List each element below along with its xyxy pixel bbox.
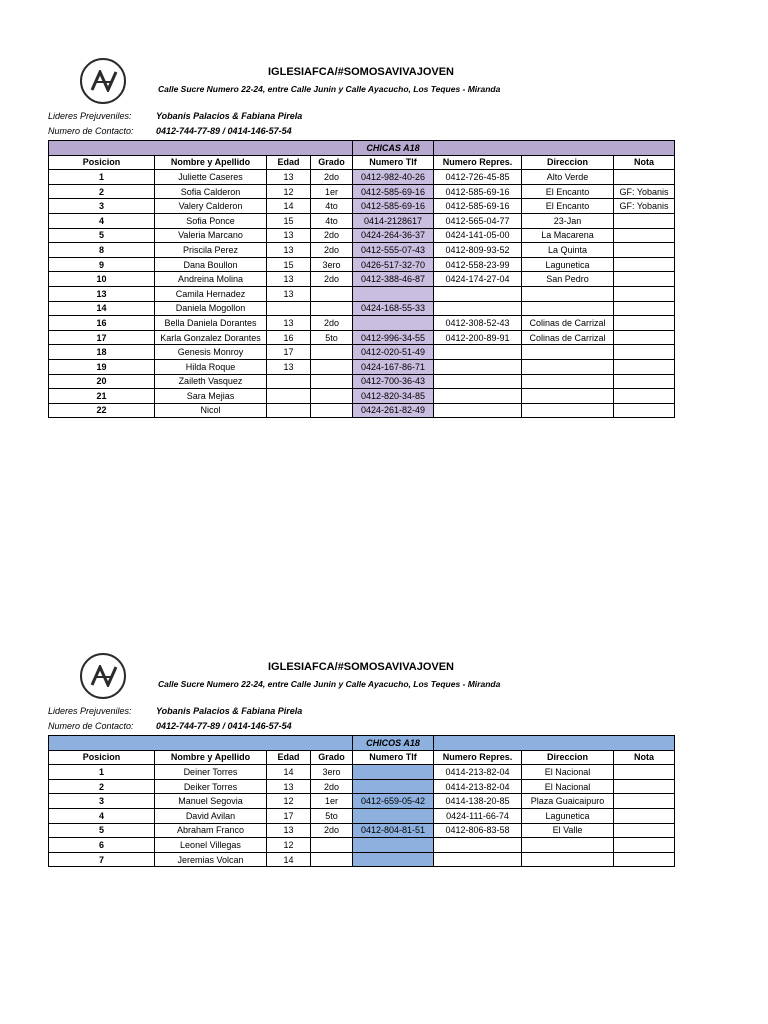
table-cell: [614, 765, 675, 780]
table-cell: [434, 301, 522, 316]
table-cell: [614, 257, 675, 272]
contact-line: [48, 126, 292, 136]
table-cell: 8: [49, 243, 155, 258]
column-header: Edad: [267, 155, 311, 170]
table-cell: 1: [49, 170, 155, 185]
table-cell: 0412-200-89-91: [434, 330, 522, 345]
table-cell: 0412-555-07-43: [353, 243, 434, 258]
table-cell: Dana Boullon: [155, 257, 267, 272]
table-cell: 17: [49, 330, 155, 345]
leaders-value: Yobanis Palacios & Fabiana Pirela: [156, 706, 303, 716]
table-row: [49, 170, 675, 185]
table-cell: 2do: [311, 170, 353, 185]
chicas-title: CHICAS A18: [353, 141, 434, 156]
table-cell: 10: [49, 272, 155, 287]
table-cell: [522, 359, 614, 374]
table-cell: [434, 852, 522, 867]
column-header: Nombre y Apellido: [155, 155, 267, 170]
table-cell: [311, 286, 353, 301]
table-cell: 0412-388-46-87: [353, 272, 434, 287]
table-cell: [614, 228, 675, 243]
table-cell: 0424-174-27-04: [434, 272, 522, 287]
table-cell: [353, 286, 434, 301]
table-cell: 2do: [311, 228, 353, 243]
table-cell: [614, 838, 675, 853]
table-cell: 0412-659-05-42: [353, 794, 434, 809]
table-cell: 0414-138-20-85: [434, 794, 522, 809]
table-cell: Hilda Roque: [155, 359, 267, 374]
table-row: [49, 272, 675, 287]
table-cell: 5: [49, 823, 155, 838]
table-cell: 9: [49, 257, 155, 272]
table-row: [49, 184, 675, 199]
table-row: [49, 808, 675, 823]
table-cell: [311, 389, 353, 404]
table-cell: 13: [267, 359, 311, 374]
chicas-table-body: [49, 141, 675, 418]
table-cell: [614, 852, 675, 867]
table-cell: [522, 403, 614, 418]
table-cell: 0424-141-05-00: [434, 228, 522, 243]
table-cell: Priscila Perez: [155, 243, 267, 258]
table-cell: Juliette Caseres: [155, 170, 267, 185]
table-cell: [311, 345, 353, 360]
table-cell: La Macarena: [522, 228, 614, 243]
table-cell: 1: [49, 765, 155, 780]
table-cell: 13: [267, 779, 311, 794]
column-header: Posicion: [49, 155, 155, 170]
column-header: Nota: [614, 750, 675, 765]
table-cell: [353, 316, 434, 331]
band-spacer: [434, 141, 675, 156]
column-header: Direccion: [522, 750, 614, 765]
table-cell: 6: [49, 838, 155, 853]
table-row: [49, 403, 675, 418]
table-cell: Leonel Villegas: [155, 838, 267, 853]
table-cell: [522, 838, 614, 853]
table-cell: Valery Calderon: [155, 199, 267, 214]
table-row: [49, 286, 675, 301]
table-row: [49, 257, 675, 272]
contact-label: Numero de Contacto:: [48, 126, 134, 136]
table-row: [49, 765, 675, 780]
table-cell: 3ero: [311, 765, 353, 780]
table-cell: [522, 389, 614, 404]
table-cell: [434, 286, 522, 301]
table-cell: 2do: [311, 243, 353, 258]
table-cell: [614, 823, 675, 838]
table-cell: 0424-264-36-37: [353, 228, 434, 243]
table-cell: [311, 301, 353, 316]
table-cell: 0412-820-34-85: [353, 389, 434, 404]
table-row: [49, 374, 675, 389]
chicos-table-body: [49, 736, 675, 867]
table-cell: 0424-111-66-74: [434, 808, 522, 823]
table-row: [49, 301, 675, 316]
table-cell: La Quinta: [522, 243, 614, 258]
table-cell: 0424-261-82-49: [353, 403, 434, 418]
table-cell: San Pedro: [522, 272, 614, 287]
table-row: [49, 213, 675, 228]
table-cell: [614, 316, 675, 331]
table-cell: 22: [49, 403, 155, 418]
table-cell: 0412-308-52-43: [434, 316, 522, 331]
table-cell: [311, 359, 353, 374]
table-cell: Manuel Segovia: [155, 794, 267, 809]
table-cell: 17: [267, 808, 311, 823]
column-header: Direccion: [522, 155, 614, 170]
table-row: [49, 779, 675, 794]
table-cell: 3: [49, 794, 155, 809]
leaders-label: Lideres Prejuveniles:: [48, 111, 132, 121]
table-cell: [311, 838, 353, 853]
table-cell: Abraham Franco: [155, 823, 267, 838]
table-cell: El Encanto: [522, 199, 614, 214]
table-cell: Alto Verde: [522, 170, 614, 185]
table-cell: 2do: [311, 316, 353, 331]
table-cell: 0424-168-55-33: [353, 301, 434, 316]
table-cell: Bella Daniela Dorantes: [155, 316, 267, 331]
table-cell: 0426-517-32-70: [353, 257, 434, 272]
table-cell: [614, 359, 675, 374]
table-cell: 13: [267, 243, 311, 258]
table-cell: 12: [267, 838, 311, 853]
table-cell: Deiner Torres: [155, 765, 267, 780]
church-title: IGLESIAFCA/#SOMOSAVIVAJOVEN: [267, 66, 454, 78]
table-cell: 4to: [311, 213, 353, 228]
table-cell: Andreina Molina: [155, 272, 267, 287]
band-spacer: [434, 736, 675, 751]
table-cell: [267, 374, 311, 389]
table-cell: 19: [49, 359, 155, 374]
table-cell: [614, 374, 675, 389]
table-cell: 12: [267, 794, 311, 809]
table-cell: [311, 374, 353, 389]
table-cell: 5to: [311, 330, 353, 345]
table-cell: 16: [49, 316, 155, 331]
table-cell: GF: Yobanis: [614, 199, 675, 214]
table-cell: 0412-996-34-55: [353, 330, 434, 345]
table-cell: [614, 389, 675, 404]
table-cell: Zaileth Vasquez: [155, 374, 267, 389]
table-cell: 3ero: [311, 257, 353, 272]
leaders-line: [48, 111, 302, 121]
table-cell: 18: [49, 345, 155, 360]
table-cell: Daniela Mogollon: [155, 301, 267, 316]
table-cell: 0424-167-86-71: [353, 359, 434, 374]
table-cell: 0412-809-93-52: [434, 243, 522, 258]
table-cell: 0412-982-40-26: [353, 170, 434, 185]
column-header: Grado: [311, 155, 353, 170]
column-header: Grado: [311, 750, 353, 765]
table-cell: 13: [267, 316, 311, 331]
table-cell: Plaza Guaicaipuro: [522, 794, 614, 809]
table-cell: 0412-558-23-99: [434, 257, 522, 272]
contact-label: Numero de Contacto:: [48, 721, 134, 731]
table-cell: 2: [49, 184, 155, 199]
chicos-title-row: [49, 736, 675, 751]
table-row: [49, 389, 675, 404]
table-cell: Karla Gonzalez Dorantes: [155, 330, 267, 345]
table-cell: 13: [267, 823, 311, 838]
column-header: Posicion: [49, 750, 155, 765]
table-cell: 2do: [311, 272, 353, 287]
table-cell: Valeria Marcano: [155, 228, 267, 243]
table-cell: 2do: [311, 823, 353, 838]
table-cell: 2: [49, 779, 155, 794]
table-cell: GF: Yobanis: [614, 184, 675, 199]
logo-icon: [80, 653, 126, 699]
table-cell: Sofia Calderon: [155, 184, 267, 199]
table-cell: [614, 272, 675, 287]
table-cell: 14: [267, 765, 311, 780]
chicas-title-row: [49, 141, 675, 156]
table-cell: [434, 389, 522, 404]
table-row: [49, 330, 675, 345]
table-cell: 14: [267, 852, 311, 867]
church-address: Calle Sucre Numero 22-24, entre Calle Junin y Calle Ayacucho, Los Teques - Miranda: [158, 679, 501, 689]
chicos-table: [48, 735, 675, 867]
column-header: Numero Repres.: [434, 155, 522, 170]
table-cell: 13: [267, 170, 311, 185]
table-cell: 0414-213-82-04: [434, 765, 522, 780]
table-cell: 0412-804-81-51: [353, 823, 434, 838]
table-cell: [434, 374, 522, 389]
table-cell: 2do: [311, 779, 353, 794]
table-row: [49, 359, 675, 374]
table-cell: 7: [49, 852, 155, 867]
table-row: [49, 345, 675, 360]
table-cell: [614, 301, 675, 316]
table-cell: [434, 359, 522, 374]
table-cell: [267, 301, 311, 316]
table-cell: [311, 852, 353, 867]
table-cell: [522, 345, 614, 360]
table-cell: 13: [267, 286, 311, 301]
table-row: [49, 199, 675, 214]
table-cell: 4to: [311, 199, 353, 214]
table-cell: 0412-020-51-49: [353, 345, 434, 360]
column-header: Numero Tlf: [353, 155, 434, 170]
table-cell: 4: [49, 808, 155, 823]
table-cell: 16: [267, 330, 311, 345]
column-header: Numero Tlf: [353, 750, 434, 765]
table-cell: 17: [267, 345, 311, 360]
table-cell: [522, 301, 614, 316]
table-cell: [614, 345, 675, 360]
leaders-value: Yobanis Palacios & Fabiana Pirela: [156, 111, 303, 121]
table-cell: 23-Jan: [522, 213, 614, 228]
table-cell: 0412-565-04-77: [434, 213, 522, 228]
table-cell: 0412-700-36-43: [353, 374, 434, 389]
table-cell: [434, 403, 522, 418]
table-cell: 0412-806-83-58: [434, 823, 522, 838]
table-row: [49, 243, 675, 258]
table-cell: [353, 852, 434, 867]
table-cell: [522, 286, 614, 301]
table-cell: [614, 403, 675, 418]
table-cell: Lagunetica: [522, 257, 614, 272]
table-cell: [267, 389, 311, 404]
table-cell: 15: [267, 257, 311, 272]
table-cell: 12: [267, 184, 311, 199]
table-cell: Nicol: [155, 403, 267, 418]
table-cell: El Encanto: [522, 184, 614, 199]
table-cell: 0412-726-45-85: [434, 170, 522, 185]
logo-icon: [80, 58, 126, 104]
table-row: [49, 316, 675, 331]
chicos-title: CHICOS A18: [353, 736, 434, 751]
leaders-label: Lideres Prejuveniles:: [48, 706, 132, 716]
table-cell: [434, 345, 522, 360]
church-title: IGLESIAFCA/#SOMOSAVIVAJOVEN: [267, 661, 454, 673]
table-cell: [614, 808, 675, 823]
contact-value: 0412-744-77-89 / 0414-146-57-54: [156, 721, 292, 731]
table-cell: 5: [49, 228, 155, 243]
table-cell: Camila Hernadez: [155, 286, 267, 301]
header-row: [49, 750, 675, 765]
band-spacer: [49, 141, 353, 156]
table-cell: El Nacional: [522, 765, 614, 780]
table-row: [49, 228, 675, 243]
table-cell: 5to: [311, 808, 353, 823]
table-cell: 0412-585-69-16: [353, 199, 434, 214]
table-row: [49, 838, 675, 853]
table-cell: [353, 779, 434, 794]
table-row: [49, 823, 675, 838]
table-cell: [614, 794, 675, 809]
table-cell: 15: [267, 213, 311, 228]
table-cell: [614, 330, 675, 345]
table-cell: Sofia Ponce: [155, 213, 267, 228]
table-cell: El Nacional: [522, 779, 614, 794]
column-header: Numero Repres.: [434, 750, 522, 765]
column-header: Nota: [614, 155, 675, 170]
chicas-table: [48, 140, 675, 418]
table-cell: [614, 286, 675, 301]
table-cell: 1er: [311, 184, 353, 199]
table-cell: [311, 403, 353, 418]
table-cell: [353, 765, 434, 780]
table-cell: [614, 779, 675, 794]
table-cell: [614, 170, 675, 185]
table-cell: [522, 852, 614, 867]
table-cell: 0412-585-69-16: [434, 184, 522, 199]
table-cell: 0414-2128617: [353, 213, 434, 228]
table-cell: 1er: [311, 794, 353, 809]
contact-line: [48, 721, 292, 731]
table-cell: David Avilan: [155, 808, 267, 823]
column-header: Edad: [267, 750, 311, 765]
leaders-line: [48, 706, 302, 716]
table-cell: 14: [49, 301, 155, 316]
table-cell: Colinas de Carrizal: [522, 316, 614, 331]
table-cell: 0412-585-69-16: [353, 184, 434, 199]
table-cell: Lagunetica: [522, 808, 614, 823]
table-cell: 20: [49, 374, 155, 389]
table-cell: [353, 808, 434, 823]
table-cell: [614, 213, 675, 228]
table-cell: 4: [49, 213, 155, 228]
church-address: Calle Sucre Numero 22-24, entre Calle Junin y Calle Ayacucho, Los Teques - Miranda: [158, 84, 501, 94]
table-cell: 13: [267, 228, 311, 243]
table-cell: [353, 838, 434, 853]
table-cell: 0412-585-69-16: [434, 199, 522, 214]
column-header: Nombre y Apellido: [155, 750, 267, 765]
table-cell: Sara Mejias: [155, 389, 267, 404]
header-row: [49, 155, 675, 170]
table-cell: 13: [267, 272, 311, 287]
table-cell: [614, 243, 675, 258]
table-cell: 0414-213-82-04: [434, 779, 522, 794]
table-row: [49, 852, 675, 867]
table-cell: 13: [49, 286, 155, 301]
table-cell: Deiker Torres: [155, 779, 267, 794]
band-spacer: [49, 736, 353, 751]
table-cell: 3: [49, 199, 155, 214]
table-cell: [522, 374, 614, 389]
table-cell: 14: [267, 199, 311, 214]
table-cell: 21: [49, 389, 155, 404]
table-cell: [267, 403, 311, 418]
contact-value: 0412-744-77-89 / 0414-146-57-54: [156, 126, 292, 136]
table-row: [49, 794, 675, 809]
table-cell: Colinas de Carrizal: [522, 330, 614, 345]
table-cell: Jeremias Volcan: [155, 852, 267, 867]
table-cell: El Valle: [522, 823, 614, 838]
table-cell: Genesis Monroy: [155, 345, 267, 360]
table-cell: [434, 838, 522, 853]
